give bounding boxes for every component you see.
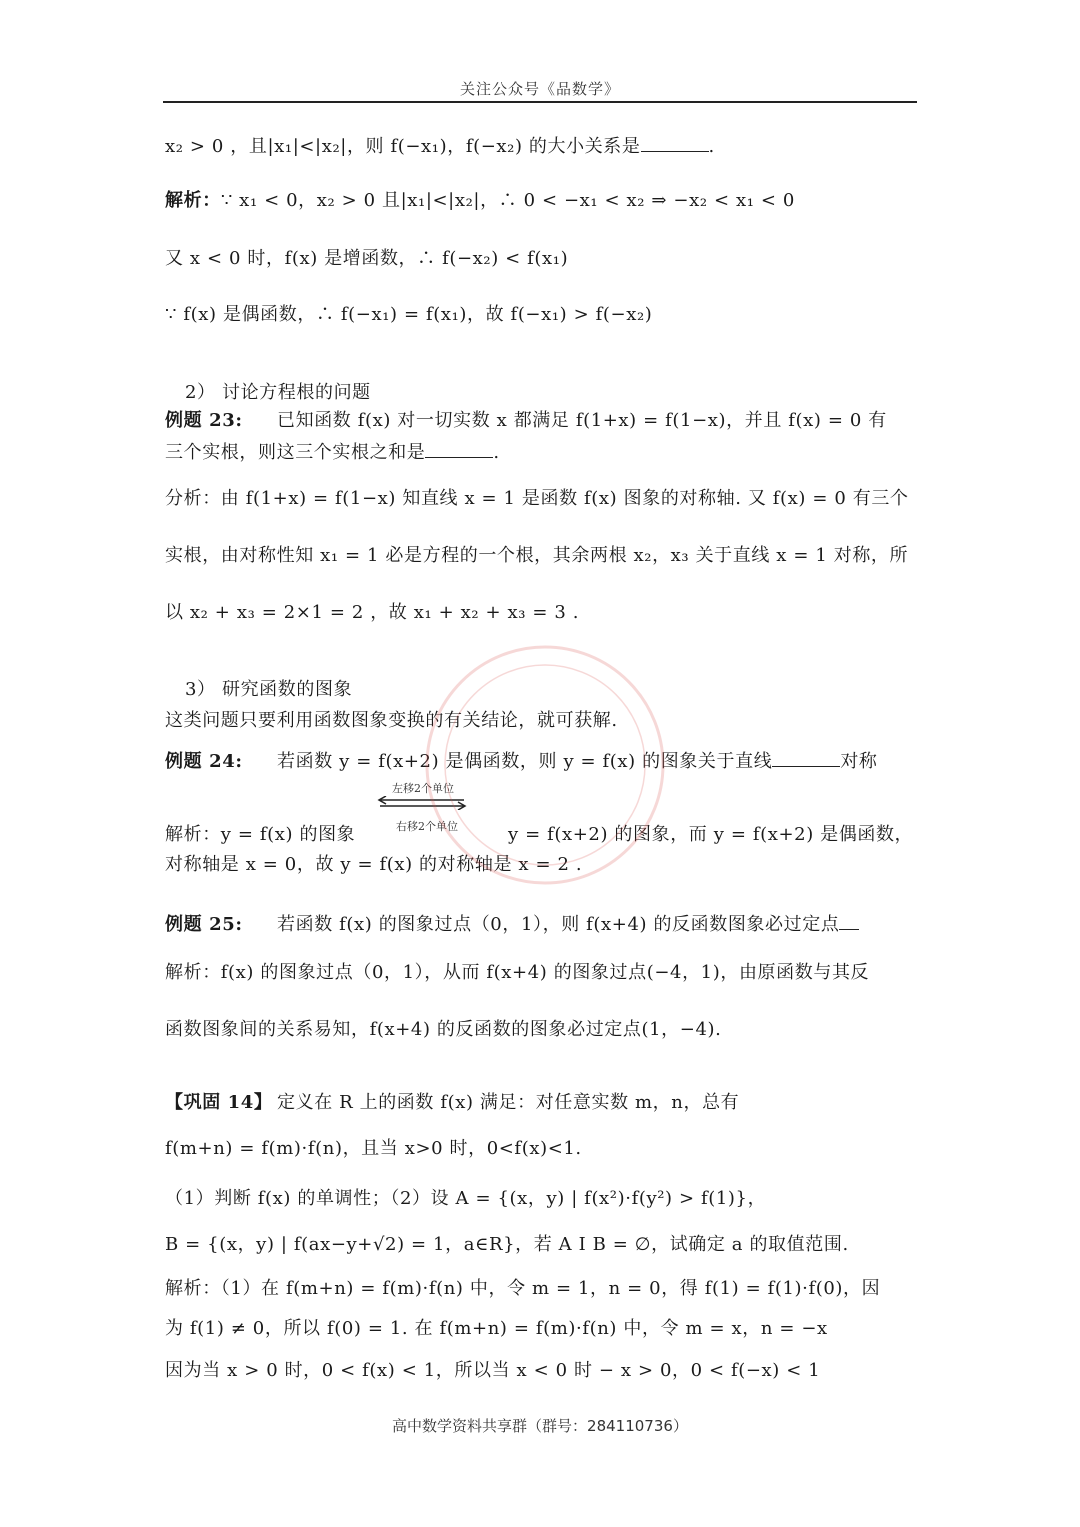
- section-2-heading: 2） 讨论方程根的问题: [185, 382, 371, 403]
- header-divider: [163, 101, 917, 103]
- header-title: 关注公众号《品数学》: [459, 80, 620, 98]
- consolidation-14-line-7: 因为当 x > 0 时，0 < f(x) < 1，所以当 x < 0 时 − x > 0，0 < f(−x) < 1: [165, 1360, 821, 1381]
- consolidation-14-line-6: 为 f(1) ≠ 0，所以 f(0) = 1. 在 f(m+n) = f(m)·f(n) 中，令 m = x，n = −x: [165, 1318, 828, 1339]
- analysis-23-line-3: 以 x₂ + x₃ = 2×1 = 2 ，故 x₁ + x₂ + x₃ = 3 .: [165, 602, 580, 623]
- answer-blank: [641, 137, 709, 152]
- consolidation-14: [165, 1090, 917, 1116]
- example-23-text-2: 三个实根，则这三个实根之和是: [165, 442, 426, 463]
- example-25-label: 例题 25:: [165, 914, 243, 935]
- analysis-24-line-1a: 解析：y = f(x) 的图象: [165, 824, 356, 845]
- line-4: ∵ f(x) 是偶函数，∴ f(−x₁) = f(x₁)，故 f(−x₁) > f(−x₂): [165, 304, 653, 325]
- double-arrow-icon: [376, 796, 468, 810]
- answer-blank: [425, 443, 493, 458]
- example-25-text: 若函数 f(x) 的图象过点（0，1），则 f(x+4) 的反函数图象必过定点: [277, 914, 840, 935]
- answer-blank: [839, 915, 859, 930]
- footer-text: 高中数学资料共享群（群号：284110736）: [392, 1417, 688, 1435]
- analysis-24-line-1b: y = f(x+2) 的图象，而 y = f(x+2) 是偶函数，: [508, 824, 914, 845]
- example-25: [165, 912, 917, 938]
- example-23-label: 例题 23:: [165, 410, 243, 431]
- line-2: [165, 188, 917, 214]
- analysis-25-line-2: 函数图象间的关系易知，f(x+4) 的反函数的图象必过定点(1，−4).: [165, 1019, 722, 1040]
- analysis-23-line-2: 实根，由对称性知 x₁ = 1 必是方程的一个根，其余两根 x₂，x₃ 关于直线 x = 1 对称，所: [165, 545, 909, 566]
- example-23-line-2: 三个实根，则这三个实根之和是 .: [165, 442, 500, 463]
- example-23-text: 已知函数 f(x) 对一切实数 x 都满足 f(1+x) = f(1−x)，并且 f(x) = 0 有: [277, 410, 887, 431]
- line-1: x₂ > 0 ，且|x₁|<|x₂|，则 f(−x₁)，f(−x₂) 的大小关系是 .: [165, 136, 715, 157]
- example-24-label: 例题 24:: [165, 751, 243, 772]
- example-24-tail: 对称: [840, 751, 878, 772]
- section-3-intro: 这类问题只要利用函数图象变换的有关结论，就可获解.: [165, 710, 618, 731]
- consolidation-14-label: 【巩固 14】: [165, 1092, 273, 1113]
- analysis-25-line-1: 解析：f(x) 的图象过点（0，1），从而 f(x+4) 的图象过点(−4，1)，由原函数与其反: [165, 962, 870, 983]
- line-3: 又 x < 0 时，f(x) 是增函数，∴ f(−x₂) < f(x₁): [165, 248, 569, 269]
- example-23: [165, 408, 917, 434]
- example-24-text: 若函数 y = f(x+2) 是偶函数，则 y = f(x) 的图象关于直线: [277, 751, 773, 772]
- arrow-top-label: 左移2个单位: [392, 782, 454, 795]
- section-3-heading: 3） 研究函数的图象: [185, 679, 353, 700]
- arrow-bottom-label: 右移2个单位: [396, 820, 458, 833]
- consolidation-14-line-3: （1）判断 f(x) 的单调性；（2）设 A = {(x，y) | f(x²)·f(y²) > f(1)}，: [165, 1188, 767, 1209]
- analysis-23-line-1: 分析：由 f(1+x) = f(1−x) 知直线 x = 1 是函数 f(x) 图象的对称轴. 又 f(x) = 0 有三个: [165, 488, 909, 509]
- line-2-text: ∵ x₁ < 0，x₂ > 0 且|x₁|<|x₂|，∴ 0 < −x₁ < x₂ ⇒ −x₂ < x₁ < 0: [220, 190, 795, 211]
- consolidation-14-line-5: 解析：（1）在 f(m+n) = f(m)·f(n) 中，令 m = 1，n = 0，得 f(1) = f(1)·f(0)，因: [165, 1278, 881, 1299]
- consolidation-14-line-2: f(m+n) = f(m)·f(n)，且当 x>0 时，0<f(x)<1.: [165, 1138, 582, 1159]
- analysis-24-line-2: 对称轴是 x = 0，故 y = f(x) 的对称轴是 x = 2 .: [165, 854, 583, 875]
- consolidation-14-line-4: B = {(x，y) | f(ax−y+√2) = 1，a∈R}，若 A I B = ∅，试确定 a 的取值范围.: [165, 1234, 849, 1255]
- answer-blank: [772, 752, 840, 767]
- example-24: [165, 749, 917, 775]
- line-1-text: x₂ > 0 ，且|x₁|<|x₂|，则 f(−x₁)，f(−x₂) 的大小关系是: [165, 136, 641, 157]
- analysis-label: 解析：: [165, 190, 221, 211]
- consolidation-14-text: 定义在 R 上的函数 f(x) 满足：对任意实数 m，n，总有: [277, 1092, 740, 1113]
